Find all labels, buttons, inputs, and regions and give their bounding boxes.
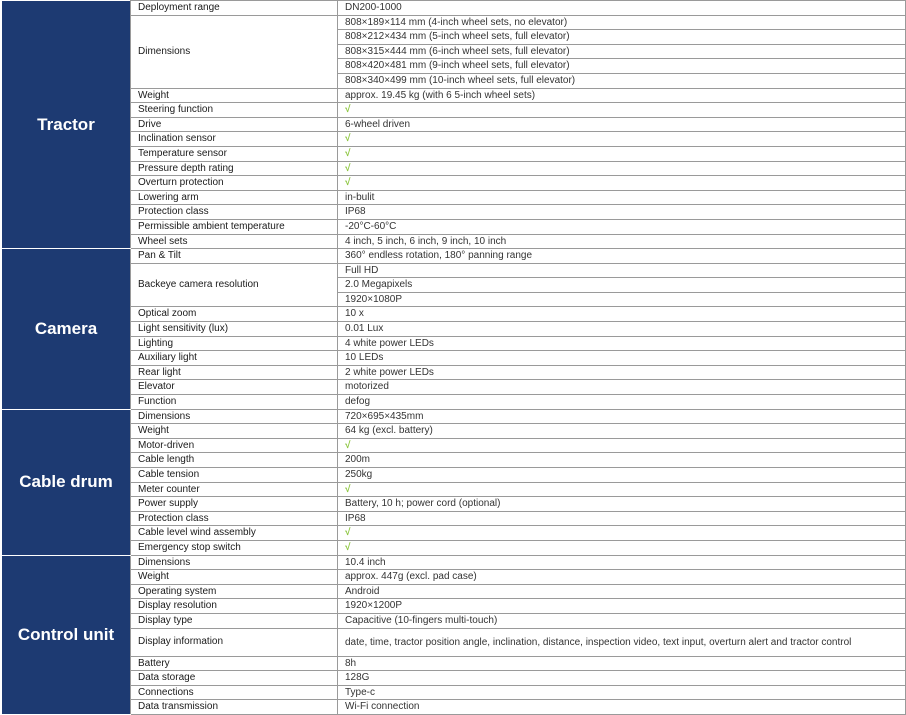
value-cell: 10 LEDs: [338, 351, 906, 366]
value-cell: 4 white power LEDs: [338, 336, 906, 351]
attribute-label: Connections: [131, 685, 338, 700]
table-row: [2, 117, 906, 132]
value-cell: [338, 103, 906, 118]
value-cell: Battery, 10 h; power cord (optional): [338, 497, 906, 512]
value-cell: 808×340×499 mm (10-inch wheel sets, full elevator): [338, 73, 906, 88]
checkmark-icon: √: [345, 177, 351, 189]
attribute-label: Temperature sensor: [131, 146, 338, 161]
category-label: Tractor: [2, 1, 131, 249]
value-cell: in-bulit: [338, 190, 906, 205]
value-cell: Android: [338, 584, 906, 599]
attribute-label: Drive: [131, 117, 338, 132]
category-label: Control unit: [2, 555, 131, 714]
attribute-label: Protection class: [131, 205, 338, 220]
table-row: [2, 15, 906, 30]
attribute-label: Auxiliary light: [131, 351, 338, 366]
table-row: [2, 336, 906, 351]
value-cell: 10 x: [338, 307, 906, 322]
table-row: [2, 205, 906, 220]
value-cell: 1920×1080P: [338, 292, 906, 307]
table-row: [2, 146, 906, 161]
table-row: [2, 671, 906, 686]
table-row: [2, 103, 906, 118]
table-row: [2, 365, 906, 380]
table-row: [2, 656, 906, 671]
spec-table: [1, 0, 906, 715]
attribute-label: Backeye camera resolution: [131, 263, 338, 307]
attribute-label: Protection class: [131, 511, 338, 526]
value-cell: Type-c: [338, 685, 906, 700]
table-row: [2, 700, 906, 715]
attribute-label: Cable level wind assembly: [131, 526, 338, 541]
attribute-label: Pan & Tilt: [131, 249, 338, 264]
table-row: [2, 249, 906, 264]
table-row: [2, 263, 906, 278]
value-cell: 808×212×434 mm (5-inch wheel sets, full elevator): [338, 30, 906, 45]
table-row: [2, 555, 906, 570]
value-cell: [338, 540, 906, 555]
attribute-label: Meter counter: [131, 482, 338, 497]
table-row: [2, 438, 906, 453]
category-label: Cable drum: [2, 409, 131, 555]
attribute-label: Dimensions: [131, 409, 338, 424]
attribute-label: Battery: [131, 656, 338, 671]
table-row: [2, 409, 906, 424]
value-cell: approx. 447g (excl. pad case): [338, 570, 906, 585]
attribute-label: Data transmission: [131, 700, 338, 715]
value-cell: 2 white power LEDs: [338, 365, 906, 380]
table-row: [2, 613, 906, 628]
value-cell: [338, 132, 906, 147]
value-cell: 4 inch, 5 inch, 6 inch, 9 inch, 10 inch: [338, 234, 906, 249]
attribute-label: Display type: [131, 613, 338, 628]
table-row: [2, 395, 906, 410]
value-cell: [338, 482, 906, 497]
table-row: [2, 351, 906, 366]
table-row: [2, 161, 906, 176]
table-row: [2, 132, 906, 147]
value-cell: approx. 19.45 kg (with 6 5-inch wheel sets): [338, 88, 906, 103]
table-row: [2, 88, 906, 103]
attribute-label: Power supply: [131, 497, 338, 512]
value-cell: [338, 526, 906, 541]
attribute-label: Wheel sets: [131, 234, 338, 249]
value-cell: [338, 146, 906, 161]
attribute-label: Operating system: [131, 584, 338, 599]
value-cell: date, time, tractor position angle, inclination, distance, inspection video, text input, overturn alert and tractor control: [338, 628, 906, 656]
checkmark-icon: √: [345, 541, 351, 553]
attribute-label: Optical zoom: [131, 307, 338, 322]
table-row: [2, 540, 906, 555]
value-cell: 250kg: [338, 468, 906, 483]
value-cell: DN200-1000: [338, 1, 906, 16]
value-cell: 1920×1200P: [338, 599, 906, 614]
checkmark-icon: √: [345, 439, 351, 451]
checkmark-icon: √: [345, 162, 351, 174]
attribute-label: Lighting: [131, 336, 338, 351]
checkmark-icon: √: [345, 527, 351, 539]
checkmark-icon: √: [345, 483, 351, 495]
attribute-label: Rear light: [131, 365, 338, 380]
attribute-label: Emergency stop switch: [131, 540, 338, 555]
attribute-label: Permissible ambient temperature: [131, 219, 338, 234]
table-row: [2, 497, 906, 512]
table-row: [2, 468, 906, 483]
attribute-label: Deployment range: [131, 1, 338, 16]
attribute-label: Elevator: [131, 380, 338, 395]
value-cell: 200m: [338, 453, 906, 468]
table-row: [2, 570, 906, 585]
value-cell: 2.0 Megapixels: [338, 278, 906, 293]
table-row: [2, 234, 906, 249]
attribute-label: Weight: [131, 88, 338, 103]
value-cell: motorized: [338, 380, 906, 395]
checkmark-icon: √: [345, 133, 351, 145]
checkmark-icon: √: [345, 147, 351, 159]
checkmark-icon: √: [345, 104, 351, 116]
attribute-label: Weight: [131, 424, 338, 439]
attribute-label: Lowering arm: [131, 190, 338, 205]
value-cell: Wi-Fi connection: [338, 700, 906, 715]
value-cell: 8h: [338, 656, 906, 671]
value-cell: [338, 438, 906, 453]
attribute-label: Light sensitivity (lux): [131, 322, 338, 337]
category-label: Camera: [2, 249, 131, 410]
attribute-label: Inclination sensor: [131, 132, 338, 147]
table-row: [2, 322, 906, 337]
value-cell: defog: [338, 395, 906, 410]
table-row: [2, 190, 906, 205]
table-row: [2, 307, 906, 322]
table-row: [2, 599, 906, 614]
value-cell: 808×420×481 mm (9-inch wheel sets, full elevator): [338, 59, 906, 74]
table-row: [2, 482, 906, 497]
table-row: [2, 1, 906, 16]
value-cell: Capacitive (10-fingers multi-touch): [338, 613, 906, 628]
attribute-label: Display information: [131, 628, 338, 656]
value-cell: 10.4 inch: [338, 555, 906, 570]
value-cell: 720×695×435mm: [338, 409, 906, 424]
table-row: [2, 424, 906, 439]
value-cell: 0.01 Lux: [338, 322, 906, 337]
attribute-label: Weight: [131, 570, 338, 585]
table-row: [2, 219, 906, 234]
table-row: [2, 176, 906, 191]
attribute-label: Overturn protection: [131, 176, 338, 191]
attribute-label: Dimensions: [131, 555, 338, 570]
table-row: [2, 584, 906, 599]
table-row: [2, 511, 906, 526]
attribute-label: Pressure depth rating: [131, 161, 338, 176]
value-cell: 6-wheel driven: [338, 117, 906, 132]
value-cell: -20°C-60°C: [338, 219, 906, 234]
attribute-label: Dimensions: [131, 15, 338, 88]
table-row: [2, 453, 906, 468]
attribute-label: Data storage: [131, 671, 338, 686]
value-cell: [338, 176, 906, 191]
value-cell: Full HD: [338, 263, 906, 278]
value-cell: 808×315×444 mm (6-inch wheel sets, full elevator): [338, 44, 906, 59]
value-cell: 128G: [338, 671, 906, 686]
attribute-label: Cable length: [131, 453, 338, 468]
value-cell: IP68: [338, 205, 906, 220]
spec-table-body: [2, 1, 906, 715]
table-row: [2, 380, 906, 395]
value-cell: 808×189×114 mm (4-inch wheel sets, no elevator): [338, 15, 906, 30]
attribute-label: Cable tension: [131, 468, 338, 483]
attribute-label: Motor-driven: [131, 438, 338, 453]
attribute-label: Function: [131, 395, 338, 410]
table-row: [2, 526, 906, 541]
table-row: [2, 628, 906, 656]
value-cell: [338, 161, 906, 176]
attribute-label: Display resolution: [131, 599, 338, 614]
value-cell: 360° endless rotation, 180° panning range: [338, 249, 906, 264]
table-row: [2, 685, 906, 700]
value-cell: IP68: [338, 511, 906, 526]
value-cell: 64 kg (excl. battery): [338, 424, 906, 439]
attribute-label: Steering function: [131, 103, 338, 118]
